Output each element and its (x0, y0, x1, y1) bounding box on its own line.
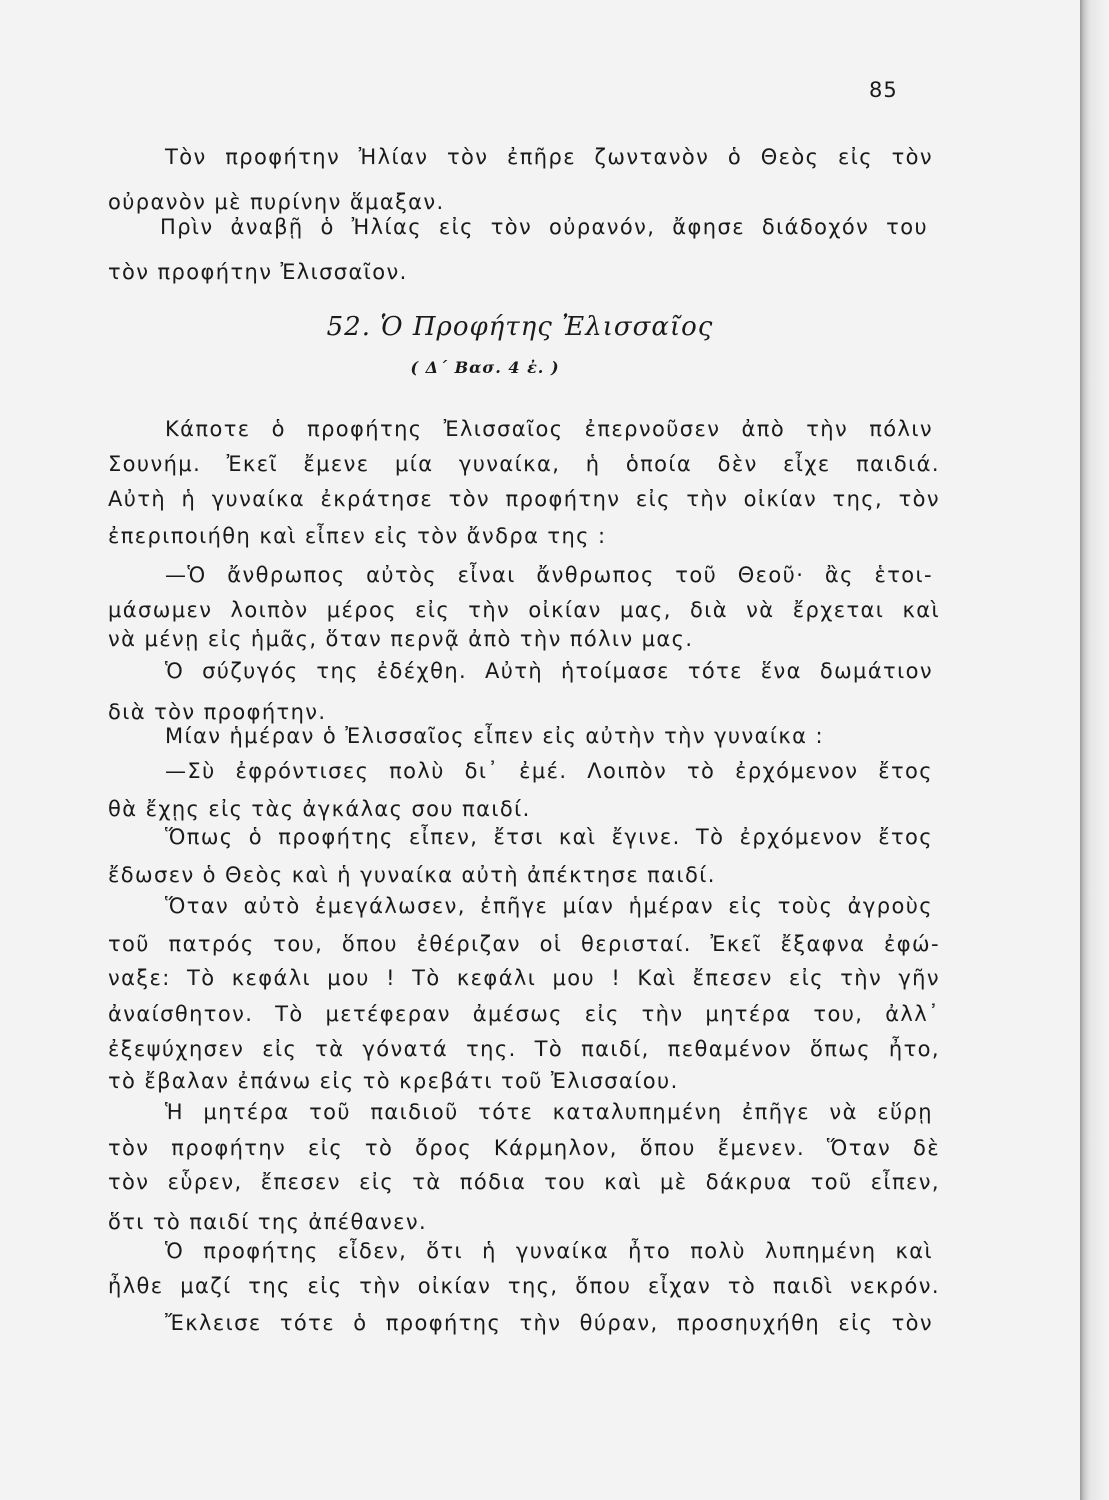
text-line-10: μάσωμεν λοιπὸν μέρος εἰς τὴν οἰκίαν μας, διὰ νὰ ἔρχεται καὶ (108, 598, 940, 622)
text-line-6: Σουνήμ. Ἐκεῖ ἔμενε μία γυναίκα, ἡ ὁποία δὲν εἶχε παιδιά. (108, 452, 940, 476)
chapter-heading: 52. Ὁ Προφήτης Ἐλισσαῖος (326, 312, 714, 342)
text-line-4: τὸν προφήτην Ἐλισσαῖον. (108, 260, 408, 284)
text-line-9: —Ὁ ἄνθρωπος αὐτὸς εἶναι ἄνθρωπος τοῦ Θεοῦ· ἂς ἑτοι- (165, 563, 933, 587)
text-line-3: Πρὶν ἀναβῇ ὁ Ἠλίας εἰς τὸν οὐρανόν, ἄφησε διάδοχόν του (160, 215, 928, 239)
chapter-reference: ( Δ΄ Βασ. 4 ἐ. ) (410, 358, 560, 377)
text-line-12: Ὁ σύζυγός της ἐδέχθη. Αὐτὴ ἡτοίμασε τότε ἕνα δωμάτιον (165, 659, 933, 683)
text-line-22: ἀναίσθητον. Τὸ μετέφεραν ἀμέσως εἰς τὴν μητέρα του, ἀλλ᾿ (108, 1002, 940, 1026)
text-line-30: ἦλθε μαζί της εἰς τὴν οἰκίαν της, ὅπου εἶχαν τὸ παιδὶ νεκρόν. (108, 1274, 940, 1298)
text-line-5: Κάποτε ὁ προφήτης Ἐλισσαῖος ἐπερνοῦσεν ἀπὸ τὴν πόλιν (165, 417, 933, 441)
text-line-2: οὐρανὸν μὲ πυρίνην ἅμαξαν. (108, 190, 445, 214)
text-line-13: διὰ τὸν προφήτην. (108, 700, 327, 724)
text-line-31: Ἔκλεισε τότε ὁ προφήτης τὴν θύραν, προσηυχήθη εἰς τὸν (165, 1311, 933, 1335)
text-line-16: θὰ ἔχῃς εἰς τὰς ἀγκάλας σου παιδί. (108, 797, 531, 821)
text-line-18: ἔδωσεν ὁ Θεὸς καὶ ἡ γυναίκα αὐτὴ ἀπέκτησε παιδί. (108, 863, 716, 887)
text-line-27: τὸν εὗρεν, ἔπεσεν εἰς τὰ πόδια του καὶ μὲ δάκρυα τοῦ εἶπεν, (108, 1170, 940, 1194)
text-line-7: Αὐτὴ ἡ γυναίκα ἐκράτησε τὸν προφήτην εἰς τὴν οἰκίαν της, τὸν (108, 487, 940, 511)
text-line-8: ἐπεριποιήθη καὶ εἶπεν εἰς τὸν ἄνδρα της : (108, 524, 607, 548)
text-line-11: νὰ μένῃ εἰς ἡμᾶς, ὅταν περνᾷ ἀπὸ τὴν πόλιν μας. (108, 627, 694, 651)
book-spine-edge (1080, 0, 1109, 1500)
text-line-24: τὸ ἔβαλαν ἐπάνω εἰς τὸ κρεβάτι τοῦ Ἐλισσαίου. (108, 1069, 679, 1093)
text-line-19: Ὅταν αὐτὸ ἐμεγάλωσεν, ἐπῆγε μίαν ἡμέραν εἰς τοὺς ἀγροὺς (165, 894, 933, 918)
text-line-29: Ὁ προφήτης εἶδεν, ὅτι ἡ γυναίκα ἦτο πολὺ λυπημένη καὶ (165, 1239, 933, 1263)
text-line-25: Ἡ μητέρα τοῦ παιδιοῦ τότε καταλυπημένη ἐπῆγε νὰ εὕρῃ (165, 1100, 933, 1124)
text-line-21: ναξε: Τὸ κεφάλι μου ! Τὸ κεφάλι μου ! Καὶ ἔπεσεν εἰς τὴν γῆν (108, 966, 940, 990)
text-line-17: Ὅπως ὁ προφήτης εἶπεν, ἔτσι καὶ ἔγινε. Τὸ ἐρχόμενον ἔτος (165, 825, 933, 849)
text-line-14: Μίαν ἡμέραν ὁ Ἐλισσαῖος εἶπεν εἰς αὐτὴν τὴν γυναίκα : (165, 724, 824, 748)
text-line-28: ὅτι τὸ παιδί της ἀπέθανεν. (108, 1210, 428, 1234)
text-line-1: Τὸν προφήτην Ἠλίαν τὸν ἐπῆρε ζωντανὸν ὁ Θεὸς εἰς τὸν (165, 145, 933, 169)
page-number: 85 (869, 78, 898, 102)
text-line-20: τοῦ πατρός του, ὅπου ἐθέριζαν οἱ θερισταί. Ἐκεῖ ἔξαφνα ἐφώ- (108, 932, 940, 956)
text-line-26: τὸν προφήτην εἰς τὸ ὄρος Κάρμηλον, ὅπου ἔμενεν. Ὅταν δὲ (108, 1136, 940, 1160)
text-line-23: ἐξεψύχησεν εἰς τὰ γόνατά της. Τὸ παιδί, πεθαμένον ὅπως ἦτο, (108, 1037, 940, 1061)
text-line-15: —Σὺ ἐφρόντισες πολὺ δι᾿ ἐμέ. Λοιπὸν τὸ ἐρχόμενον ἔτος (165, 759, 933, 783)
